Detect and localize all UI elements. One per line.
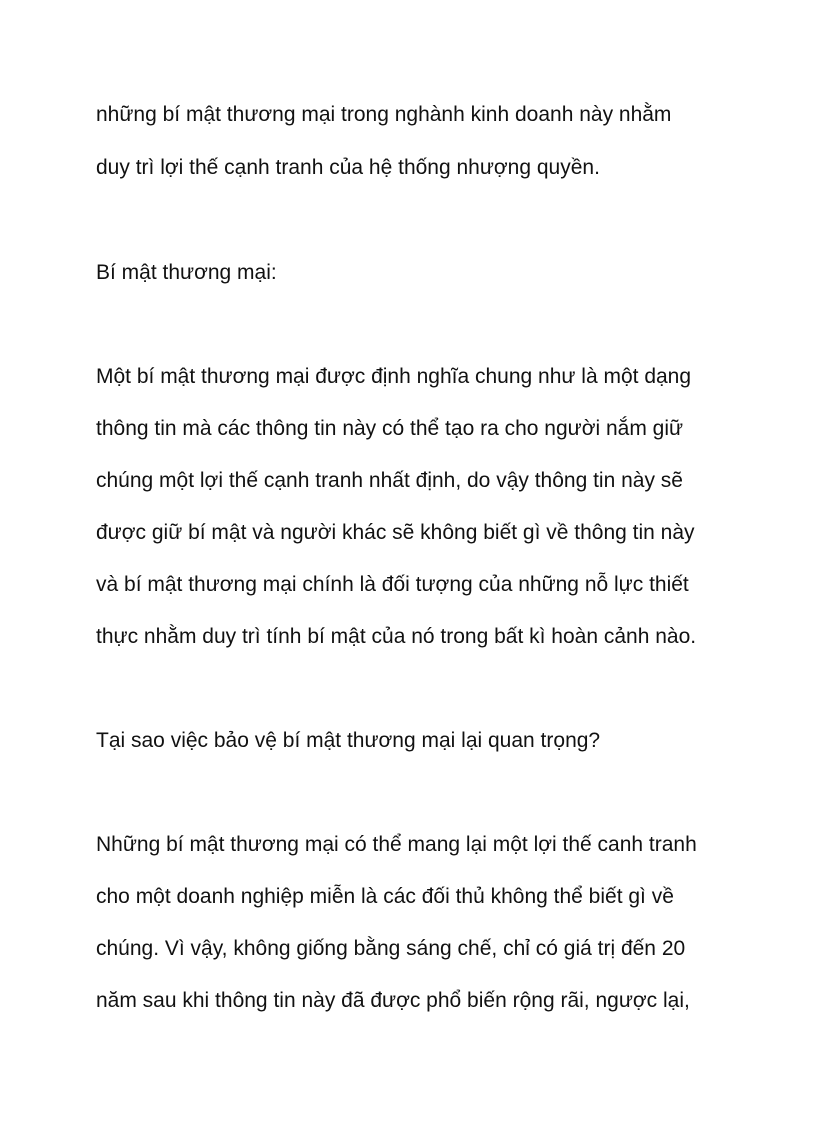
text-line: cho một doanh nghiệp miễn là các đối thủ không thể biết gì về: [96, 885, 674, 908]
text-line: Những bí mật thương mại có thể mang lại một lợi thế canh tranh: [96, 833, 697, 856]
text-line: và bí mật thương mại chính là đối tượng của những nỗ lực thiết: [96, 573, 689, 596]
text-line: Một bí mật thương mại được định nghĩa chung như là một dạng: [96, 365, 692, 388]
section-heading: Tại sao việc bảo vệ bí mật thương mại lại quan trọng?: [96, 729, 601, 752]
text-line: thông tin mà các thông tin này có thể tạo ra cho người nắm giữ: [96, 417, 684, 440]
text-line: duy trì lợi thế cạnh tranh của hệ thống nhượng quyền.: [96, 156, 600, 179]
text-line: những bí mật thương mại trong nghành kinh doanh này nhằm: [96, 103, 672, 126]
text-line: chúng một lợi thế cạnh tranh nhất định, do vậy thông tin này sẽ: [96, 469, 683, 492]
text-line: năm sau khi thông tin này đã được phổ biến rộng rãi, ngược lại,: [96, 989, 690, 1012]
section-heading: Bí mật thương mại:: [96, 261, 277, 284]
text-line: thực nhằm duy trì tính bí mật của nó trong bất kì hoàn cảnh nào.: [96, 625, 697, 648]
text-line: được giữ bí mật và người khác sẽ không biết gì về thông tin này: [96, 521, 695, 544]
text-line: chúng. Vì vậy, không giống bằng sáng chế, chỉ có giá trị đến 20: [96, 937, 686, 960]
